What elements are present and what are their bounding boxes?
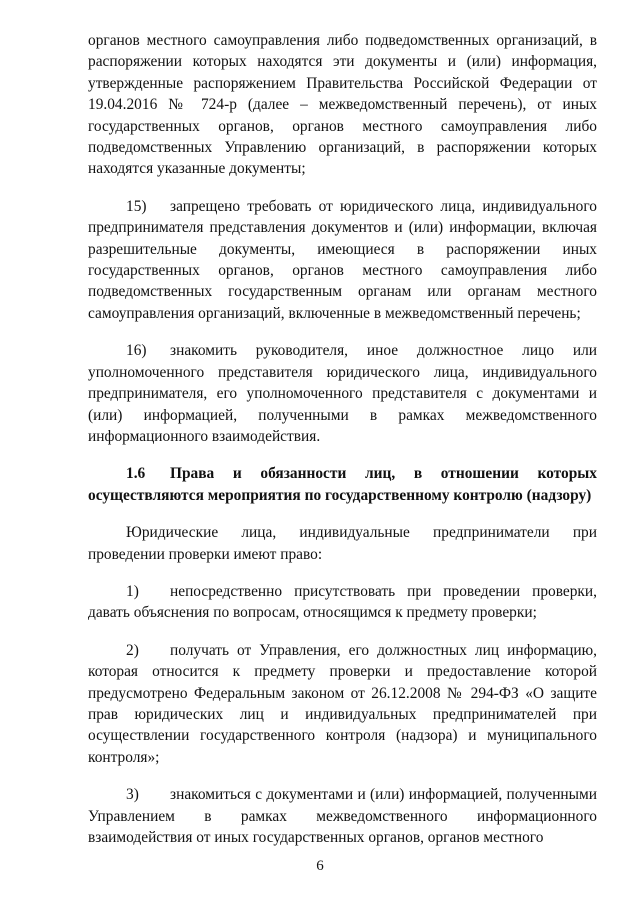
page-number: 6 [316, 858, 324, 874]
list-item-number: 2) [126, 641, 139, 659]
spacer [88, 624, 597, 640]
list-item-15 [88, 196, 597, 324]
spacer [88, 447, 597, 463]
section-heading [88, 463, 597, 506]
spacer [88, 324, 597, 340]
list-item-number: 1) [126, 582, 139, 600]
list-item-1 [88, 581, 597, 624]
paragraph-text: Юридические лица, индивидуальные предприниматели при проведении проверки имеют право: [88, 524, 597, 563]
paragraph-continuation [88, 30, 597, 180]
paragraph-text: органов местного самоуправления либо подведомственных организаций, в распоряжении которых находятся эти документы и (или) информация, утвержденные распоряжением Правительства Российской Федерации от 19.04.2016 № 724-р (далее – межведомственный перечень), от иных государственных органов, органов местного самоуправления либо подведомственных Управлению организаций, в распоряжении которых находятся указанные документы; [88, 32, 597, 178]
list-item-16 [88, 340, 597, 447]
spacer [88, 565, 597, 581]
list-item-text: получать от Управления, его должностных лиц информацию, которая относится к предмету проверки и предоставление которой предусмотрено Федеральным законом от 26.12.2008 № 294-ФЗ «О защите прав юридических лиц и индивидуальных предпринимателей при осуществлении государственного контроля (надзора) и муниципального контроля»; [88, 641, 597, 766]
spacer [88, 768, 597, 784]
list-item-3 [88, 784, 597, 848]
list-item-number: 15) [126, 197, 147, 215]
list-item-number: 16) [126, 342, 147, 360]
list-item-number: 3) [126, 786, 139, 804]
section-number: 1.6 [126, 465, 146, 483]
list-item-2 [88, 640, 597, 768]
spacer [88, 180, 597, 196]
list-item-text: знакомить руководителя, иное должностное лицо или уполномоченного представителя юридического лица, индивидуального предпринимателя, его уполномоченного представителя с документами и (или) информацией, полученными в рамках межведомственного информационного взаимодействия. [88, 342, 597, 445]
list-item-text: запрещено требовать от юридического лица, индивидуального предпринимателя представления документов и (или) информации, включая разрешительные документы, имеющиеся в распоряжении иных государственных органов, органов местного самоуправления либо подведомственных государственным органам или органам местного самоуправления организаций, включенные в межведомственный перечень; [88, 197, 597, 322]
document-body [88, 30, 597, 848]
section-title: Права и обязанности лиц, в отношении которых осуществляются мероприятия по государственному контролю (надзору) [88, 465, 597, 504]
intro-paragraph [88, 522, 597, 565]
spacer [88, 506, 597, 522]
list-item-text: непосредственно присутствовать при проведении проверки, давать объяснения по вопросам, относящимся к предмету проверки; [88, 582, 597, 622]
list-item-text: знакомиться с документами и (или) информацией, полученными Управлением в рамках межведомственного информационного взаимодействия от иных государственных органов, органов местного [88, 786, 597, 846]
